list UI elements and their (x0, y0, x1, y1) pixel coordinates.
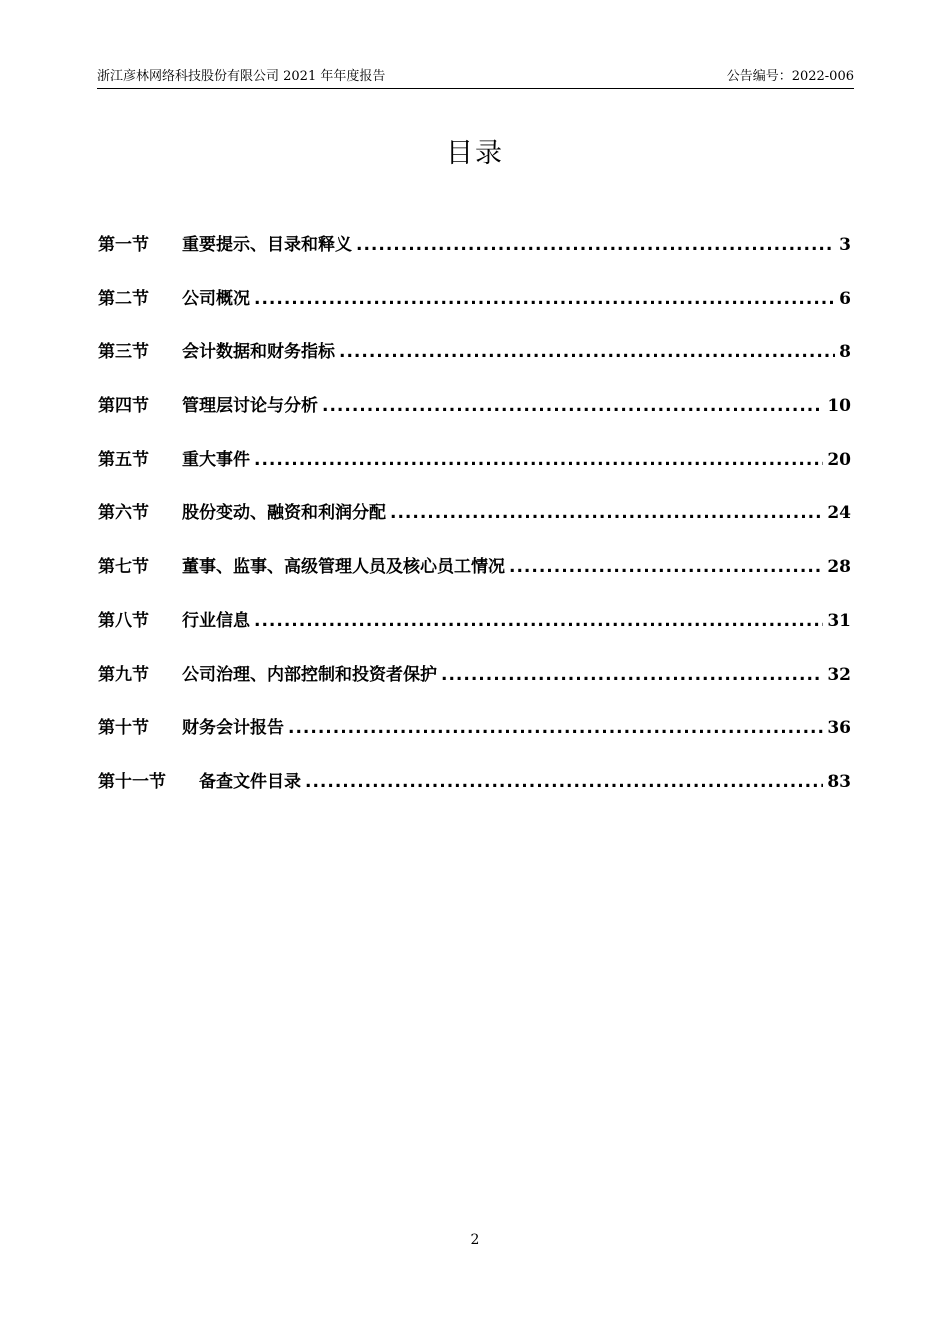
header-announcement-number: 公告编号：2022-006 (726, 69, 854, 84)
toc-dot-leader (305, 769, 823, 795)
toc-entry-8[interactable] (98, 608, 851, 662)
toc-dot-leader (509, 554, 823, 580)
page-number: 2 (470, 1232, 480, 1248)
toc-page-number: 10 (827, 396, 851, 417)
toc-dot-leader (254, 286, 835, 312)
toc-entry-9[interactable] (98, 662, 851, 716)
header-company-report-title: 浙江彦林网络科技股份有限公司 2021 年年度报告 (97, 69, 386, 84)
toc-section-title: 公司概况 (182, 288, 250, 309)
toc-section-title: 股份变动、融资和利润分配 (182, 503, 386, 524)
toc-entry-10[interactable] (98, 715, 851, 769)
toc-dot-leader (254, 608, 823, 634)
table-of-contents (98, 232, 851, 823)
toc-dot-leader (390, 500, 823, 526)
toc-page-number: 24 (827, 503, 851, 524)
page-title: 目录 (446, 138, 504, 169)
toc-section-title: 公司治理、内部控制和投资者保护 (182, 664, 437, 685)
toc-page-number: 28 (827, 557, 851, 578)
toc-page-number: 31 (827, 610, 851, 631)
toc-section-label: 第七节 (98, 557, 149, 578)
toc-page-number: 32 (827, 664, 851, 685)
toc-dot-leader (356, 232, 835, 258)
toc-page-number: 36 (827, 718, 851, 739)
toc-dot-leader (288, 715, 823, 741)
toc-dot-leader (254, 447, 823, 473)
toc-entry-5[interactable] (98, 447, 851, 501)
toc-page-number: 20 (827, 449, 851, 470)
toc-dot-leader (339, 339, 835, 365)
toc-entry-4[interactable] (98, 393, 851, 447)
toc-entry-1[interactable] (98, 232, 851, 286)
toc-section-label: 第三节 (98, 342, 149, 363)
toc-dot-leader (441, 662, 823, 688)
toc-section-label: 第二节 (98, 288, 149, 309)
toc-section-title: 行业信息 (182, 610, 250, 631)
toc-page-number: 3 (839, 235, 851, 255)
toc-page-number: 6 (839, 288, 851, 309)
toc-section-title: 财务会计报告 (182, 718, 284, 739)
toc-entry-6[interactable] (98, 500, 851, 554)
toc-entry-2[interactable] (98, 286, 851, 340)
toc-section-label: 第一节 (98, 235, 149, 255)
toc-page-number: 8 (839, 342, 851, 363)
toc-section-title: 董事、监事、高级管理人员及核心员工情况 (182, 557, 505, 578)
toc-section-label: 第五节 (98, 449, 149, 470)
toc-section-title: 重要提示、目录和释义 (182, 235, 352, 255)
toc-entry-11[interactable] (98, 769, 851, 823)
toc-section-title: 备查文件目录 (199, 771, 301, 792)
toc-section-title: 会计数据和财务指标 (182, 342, 335, 363)
toc-section-label: 第十一节 (98, 771, 166, 792)
toc-entry-7[interactable] (98, 554, 851, 608)
toc-section-label: 第九节 (98, 664, 149, 685)
page-header (97, 68, 854, 89)
toc-section-title: 重大事件 (182, 449, 250, 470)
toc-section-label: 第十节 (98, 718, 149, 739)
toc-section-label: 第八节 (98, 610, 149, 631)
toc-section-title: 管理层讨论与分析 (182, 396, 318, 417)
toc-section-label: 第六节 (98, 503, 149, 524)
toc-dot-leader (322, 393, 823, 419)
toc-entry-3[interactable] (98, 339, 851, 393)
toc-page-number: 83 (827, 771, 851, 792)
toc-section-label: 第四节 (98, 396, 149, 417)
